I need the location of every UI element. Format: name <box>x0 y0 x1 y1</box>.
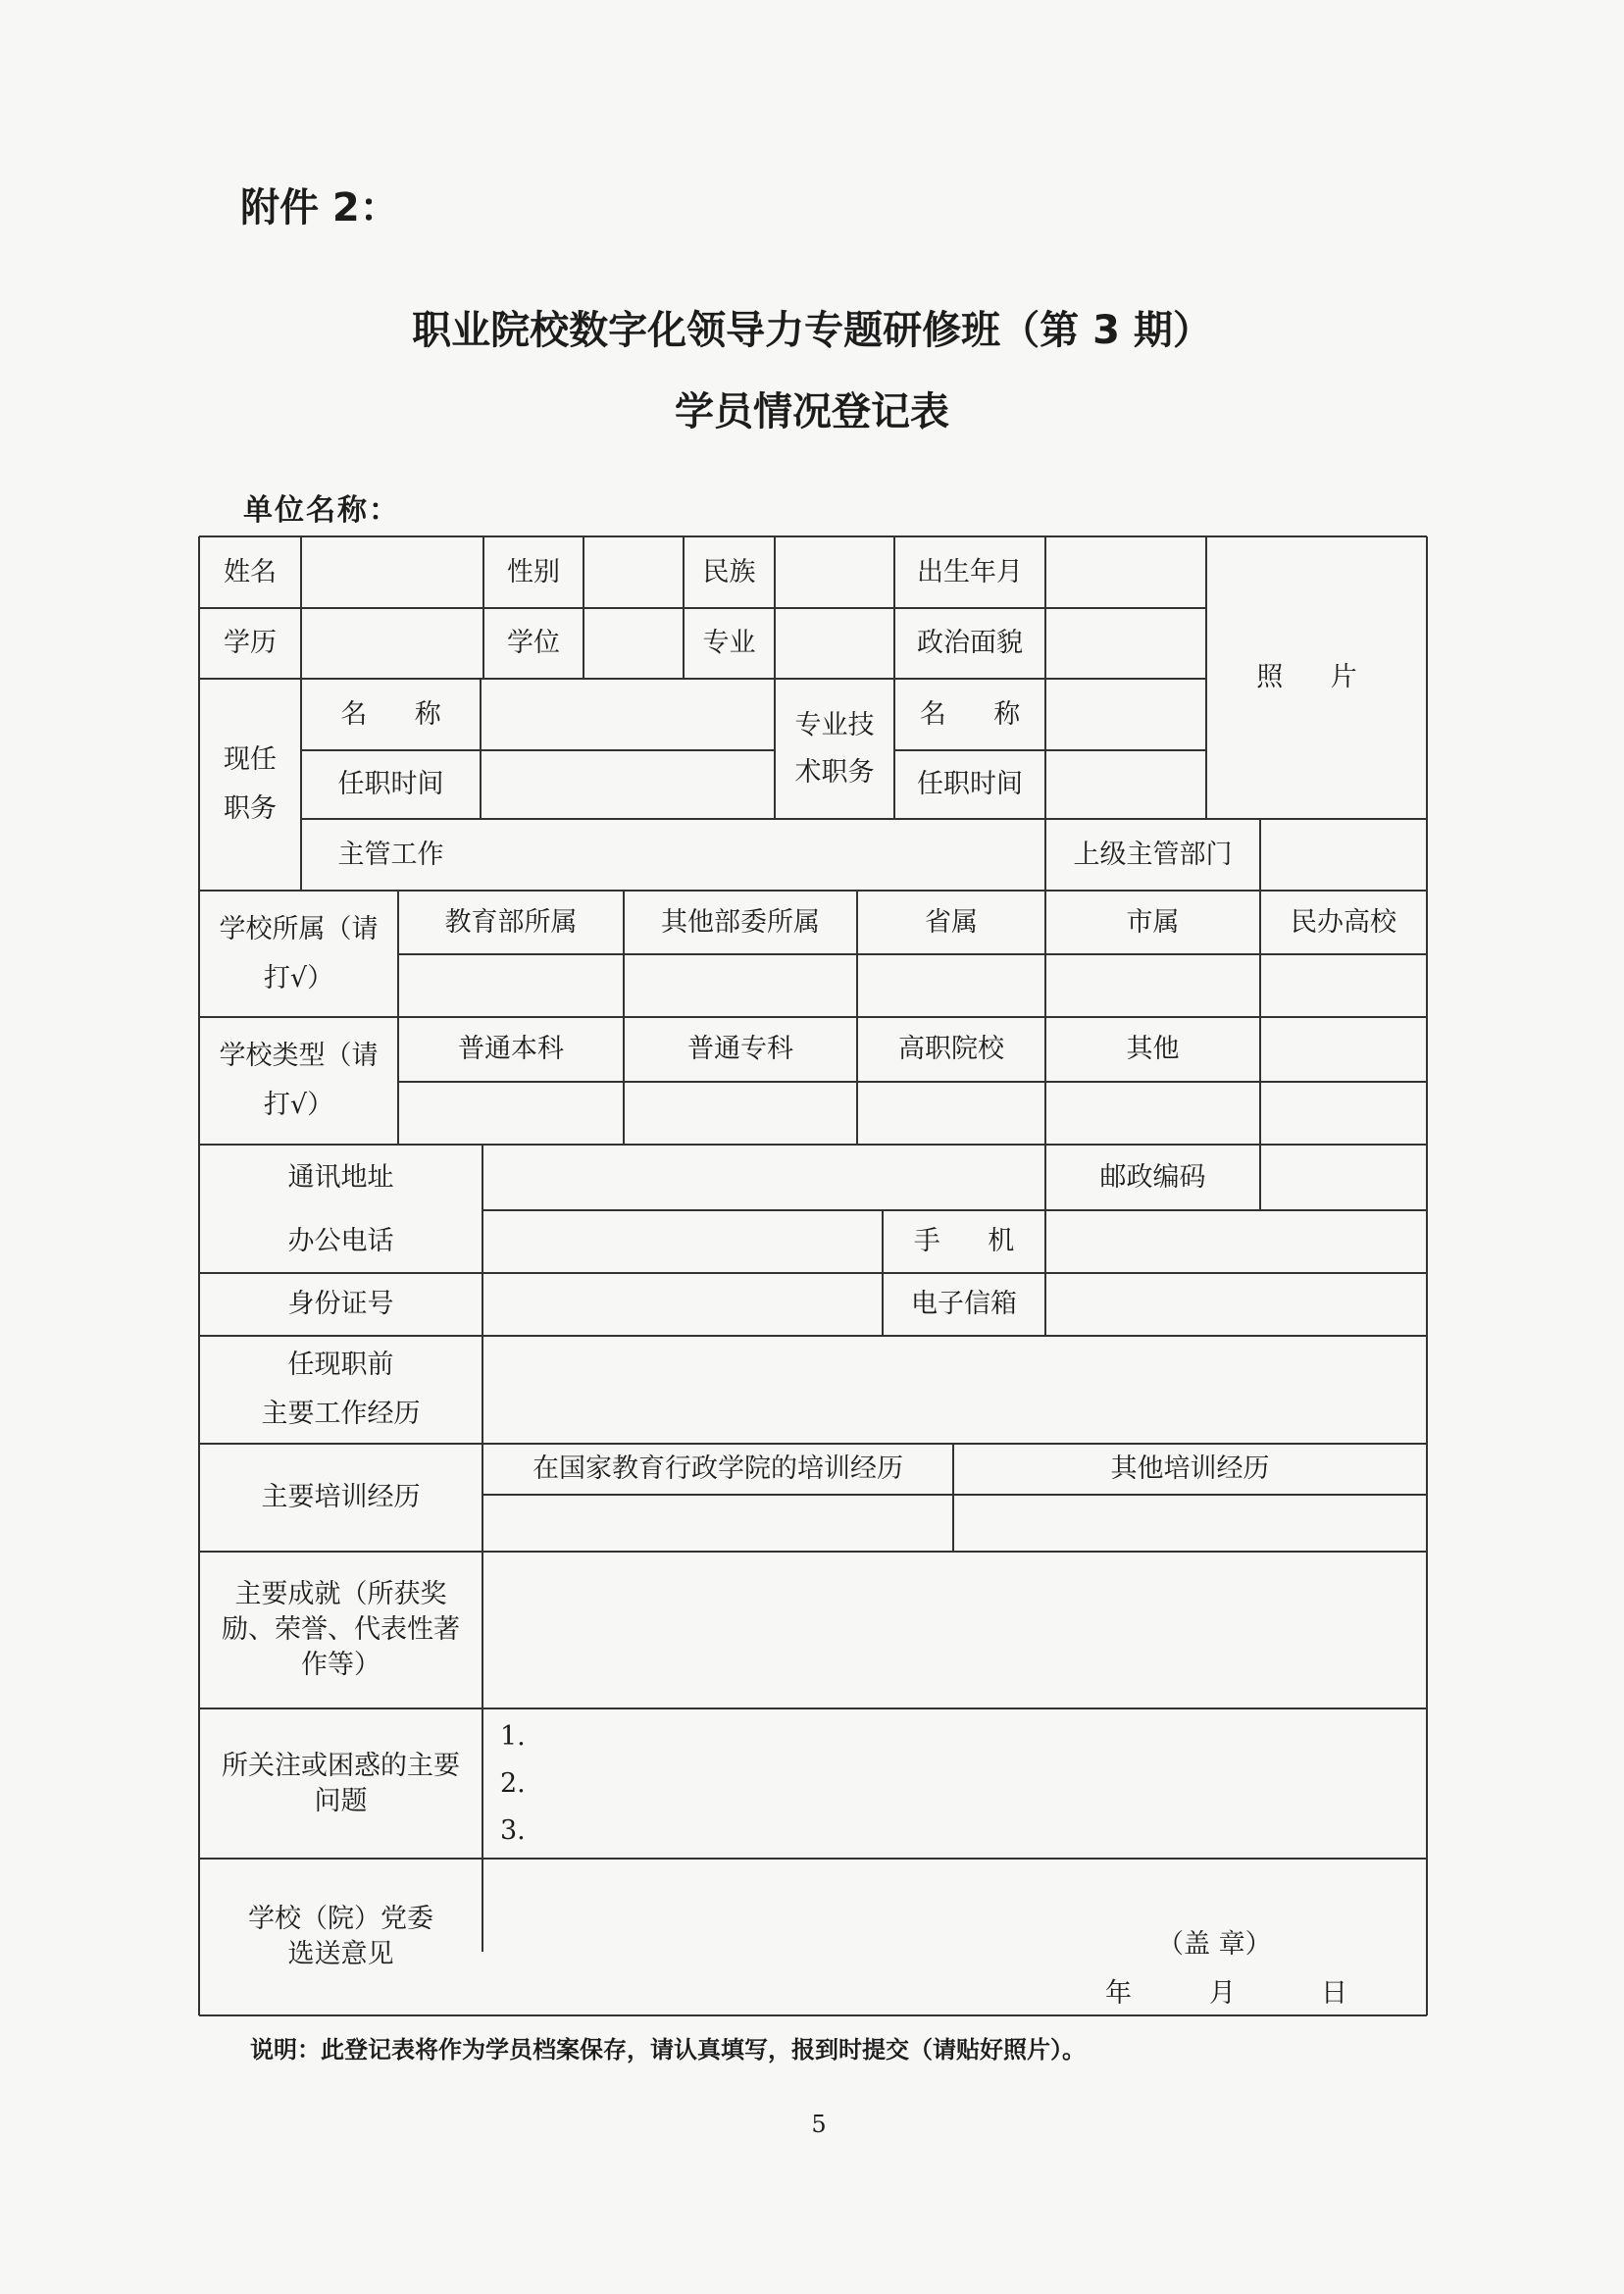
label-birth: 出生年月 <box>917 556 1023 587</box>
affiliation-option-private: 民办高校 <box>1291 906 1396 938</box>
type-check-junior-college[interactable] <box>624 1082 857 1145</box>
type-check-undergrad[interactable] <box>398 1082 624 1145</box>
type-option-vocational: 高职院校 <box>898 1034 1004 1064</box>
type-option-junior-college: 普通专科 <box>687 1034 793 1064</box>
label-mobile: 手 机 <box>913 1226 1015 1256</box>
date-day: 日 <box>1321 1978 1347 2009</box>
field-political[interactable] <box>1045 608 1206 679</box>
label-current-post: 现任职务 <box>224 744 277 824</box>
label-education: 学历 <box>224 628 277 658</box>
label-id-number: 身份证号 <box>287 1289 394 1319</box>
form-subtitle: 学员情况登记表 <box>675 389 949 434</box>
field-prior-work[interactable] <box>482 1336 1427 1444</box>
concern-item-1: 1. <box>500 1720 526 1752</box>
field-postcode[interactable] <box>1260 1145 1427 1210</box>
concern-item-3: 3. <box>500 1814 526 1846</box>
field-achievements[interactable] <box>482 1552 1427 1708</box>
label-training-national: 在国家教育行政学院的培训经历 <box>533 1453 903 1484</box>
affiliation-option-provincial: 省属 <box>925 906 978 938</box>
label-affiliation: 学校所属（请打√） <box>219 913 379 994</box>
label-name: 姓名 <box>224 556 277 587</box>
photo-area[interactable]: 照 片 <box>1256 662 1377 692</box>
label-training: 主要培训经历 <box>261 1482 421 1512</box>
label-prior-work-line1: 任现职前 <box>287 1350 394 1380</box>
label-concerns: 所关注或困惑的主要问题 <box>222 1750 460 1816</box>
label-school-type: 学校类型（请打√） <box>219 1041 379 1120</box>
field-training-other[interactable] <box>953 1495 1427 1552</box>
form-title: 职业院校数字化领导力专题研修班（第 3 期） <box>412 308 1212 353</box>
affiliation-option-other-ministry: 其他部委所属 <box>661 906 820 938</box>
label-achievements: 主要成就（所获奖励、荣誉、代表性著作等） <box>222 1579 460 1680</box>
date-year: 年 <box>1105 1978 1132 2009</box>
affiliation-check-municipal[interactable] <box>1045 954 1260 1017</box>
label-gender: 性别 <box>507 556 560 587</box>
label-charge-work: 主管工作 <box>337 839 444 870</box>
field-post-title[interactable] <box>481 679 775 750</box>
field-email[interactable] <box>1045 1273 1427 1336</box>
field-degree[interactable] <box>584 608 684 679</box>
field-charge-work[interactable] <box>481 819 1045 891</box>
field-opinion[interactable] <box>482 1859 1427 2015</box>
label-opinion: 学校（院）党委选送意见 <box>248 1904 433 1969</box>
label-ethnicity: 民族 <box>702 556 756 587</box>
affiliation-check-provincial[interactable] <box>857 954 1045 1017</box>
type-option-undergrad: 普通本科 <box>458 1034 564 1064</box>
field-post-time[interactable] <box>481 750 775 819</box>
page-number: 5 <box>811 2111 827 2138</box>
label-prior-work <box>199 1336 482 1444</box>
field-tech-time[interactable] <box>1045 750 1206 819</box>
label-tech-time: 任职时间 <box>917 769 1023 799</box>
field-id-number[interactable] <box>482 1273 883 1336</box>
label-post-time: 任职时间 <box>337 769 444 799</box>
concern-item-2: 2. <box>500 1767 526 1799</box>
field-mobile[interactable] <box>1045 1210 1427 1273</box>
field-concerns[interactable] <box>482 1708 1427 1859</box>
footnote: 说明：此登记表将作为学员档案保存，请认真填写，报到时提交（请贴好照片）。 <box>250 2036 1086 2064</box>
label-address: 通讯地址 <box>287 1161 394 1193</box>
field-tech-title[interactable] <box>1045 679 1206 750</box>
field-training-national[interactable] <box>482 1495 953 1552</box>
field-education[interactable] <box>301 608 483 679</box>
label-superior-dept: 上级主管部门 <box>1073 839 1233 870</box>
seal-label: （盖 章） <box>1157 1929 1272 1960</box>
label-prior-work-line2: 主要工作经历 <box>261 1399 421 1429</box>
type-option-other: 其他 <box>1126 1034 1180 1064</box>
type-check-vocational[interactable] <box>857 1082 1045 1145</box>
label-degree: 学位 <box>507 628 560 658</box>
field-birth[interactable] <box>1045 536 1206 608</box>
affiliation-check-ministry[interactable] <box>398 954 624 1017</box>
field-ethnicity[interactable] <box>775 536 894 608</box>
label-major: 专业 <box>702 628 756 658</box>
label-office-phone: 办公电话 <box>287 1226 394 1256</box>
date-month: 月 <box>1209 1978 1236 2009</box>
affiliation-option-municipal: 市属 <box>1126 906 1180 938</box>
label-email: 电子信箱 <box>911 1289 1017 1319</box>
field-name[interactable] <box>301 536 483 608</box>
field-superior-dept[interactable] <box>1260 819 1427 891</box>
label-post-title: 名 称 <box>340 698 441 730</box>
field-major[interactable] <box>775 608 894 679</box>
affiliation-check-other-ministry[interactable] <box>624 954 857 1017</box>
label-training-other: 其他培训经历 <box>1110 1453 1270 1484</box>
type-check-other[interactable] <box>1045 1082 1260 1145</box>
affiliation-check-private[interactable] <box>1260 954 1427 1017</box>
label-postcode: 邮政编码 <box>1099 1161 1206 1193</box>
field-gender[interactable] <box>584 536 684 608</box>
attachment-label: 附件 2： <box>240 185 399 230</box>
affiliation-option-ministry: 教育部所属 <box>444 906 578 938</box>
unit-name-label: 单位名称： <box>243 493 400 528</box>
label-tech-post: 专业技术职务 <box>794 709 875 788</box>
label-tech-title: 名 称 <box>919 698 1021 730</box>
field-address[interactable] <box>482 1145 1045 1210</box>
field-office-phone[interactable] <box>482 1210 883 1273</box>
label-political: 政治面貌 <box>917 628 1023 658</box>
